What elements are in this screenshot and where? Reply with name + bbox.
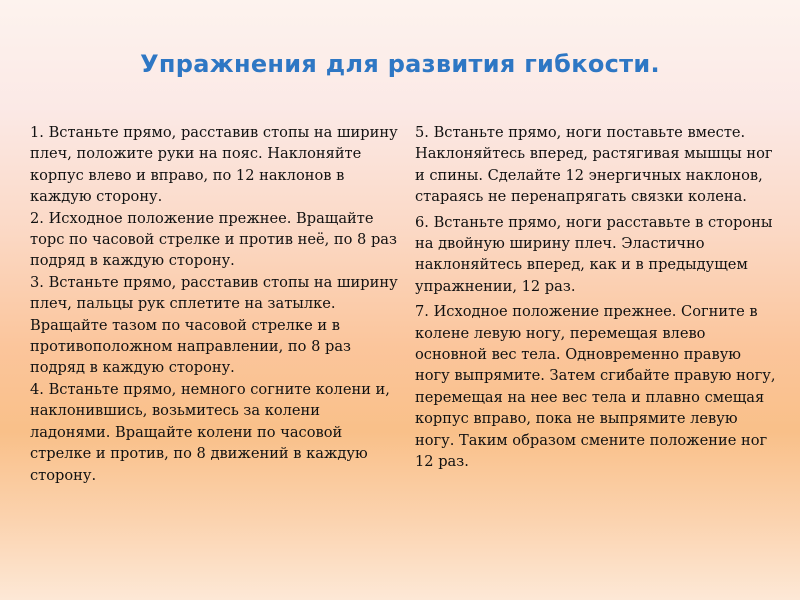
exercise-5: 5. Встаньте прямо, ноги поставьте вместе. Наклоняйтесь вперед, растягивая мышцы ног и спины. Сделайте 12 энергичных наклонов, стараясь не перенапрягать связки колена.: [415, 124, 773, 206]
exercise-4: 4. Встаньте прямо, немного согните колени и, наклонившись, возьмитесь за колени ладонями. Вращайте колени по часовой стрелке и против, по 8 движений в каждую сторону.: [30, 380, 390, 484]
right-column: [415, 122, 777, 477]
exercise-2: 2. Исходное положение прежнее. Вращайте торс по часовой стрелке и против неё, по 8 раз подряд в каждую сторону.: [30, 209, 397, 270]
exercise-1: 1. Встаньте прямо, расставив стопы на ширину плеч, положите руки на пояс. Наклоняйте корпус влево и вправо, по 12 наклонов в каждую сторону.: [30, 124, 398, 206]
left-column: [30, 122, 398, 486]
exercise-3: 3. Встаньте прямо, расставив стопы на ширину плеч, пальцы рук сплетите на затылке. Вращайте тазом по часовой стрелке и в противоположном направлении, по 8 раз подряд в каждую сторону.: [30, 273, 398, 377]
slide-title: Упражнения для развития гибкости.: [140, 50, 660, 78]
exercise-6: 6. Встаньте прямо, ноги расставьте в стороны на двойную ширину плеч. Эластично наклоняйтесь вперед, как и в предыдущем упражнении, 12 раз.: [415, 213, 773, 295]
exercise-7: 7. Исходное положение прежнее. Согните в колене левую ногу, перемещая влево основной вес тела. Одновременно правую ногу выпрямите. Затем сгибайте правую ногу, перемещая на нее вес тела и плавно смещая корпус вправо, пока не выпрямите левую ногу. Таким образом смените положение ног 12 раз.: [415, 303, 776, 471]
